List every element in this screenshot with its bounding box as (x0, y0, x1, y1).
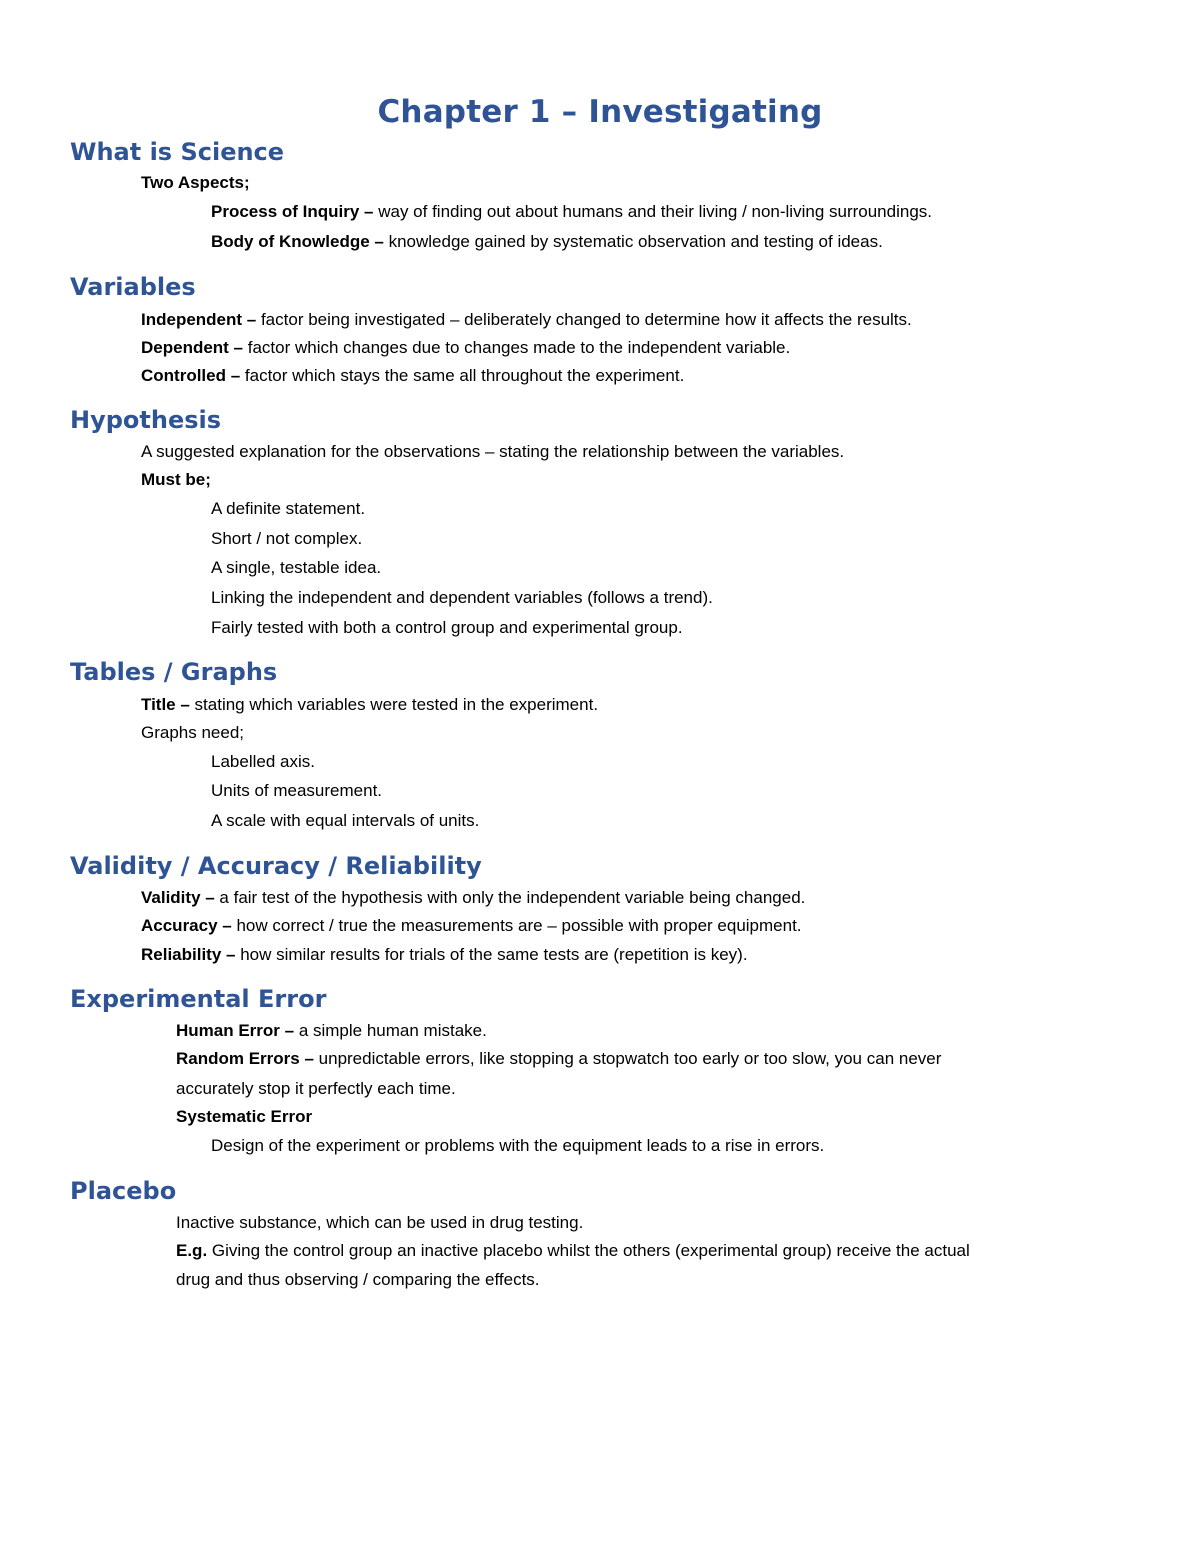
dependent-line (141, 336, 790, 360)
must-be-label: Must be; (141, 470, 211, 489)
placebo-example-continuation: drug and thus observing / comparing the effects. (176, 1270, 540, 1289)
placebo-example-term: E.g. (176, 1241, 208, 1260)
random-errors-line (176, 1047, 941, 1071)
reliability-line (141, 943, 748, 967)
process-of-inquiry-line (211, 200, 932, 224)
validity-term: Validity – (141, 888, 215, 907)
accuracy-term: Accuracy – (141, 916, 232, 935)
controlled-definition: factor which stays the same all throughout the experiment. (240, 366, 685, 385)
validity-definition: a fair test of the hypothesis with only the independent variable being changed. (214, 888, 806, 907)
accuracy-definition: how correct / true the measurements are – possible with proper equipment. (231, 916, 802, 935)
heading-validity-accuracy-reliability: Validity / Accuracy / Reliability (70, 852, 482, 880)
heading-tables-graphs: Tables / Graphs (70, 658, 278, 686)
random-errors-definition: unpredictable errors, like stopping a stopwatch too early or too slow, you can never (313, 1049, 942, 1068)
human-error-term: Human Error – (176, 1021, 295, 1040)
title-line (141, 693, 598, 717)
body-of-knowledge-line (211, 230, 883, 254)
validity-line (141, 886, 805, 910)
page-title: Chapter 1 – Investigating (377, 94, 823, 130)
hypothesis-item: A definite statement. (211, 499, 366, 518)
hypothesis-definition: A suggested explanation for the observations – stating the relationship between the variables. (141, 442, 845, 461)
heading-variables: Variables (70, 273, 196, 301)
process-of-inquiry-definition: way of finding out about humans and their living / non-living surroundings. (373, 202, 933, 221)
controlled-term: Controlled – (141, 366, 241, 385)
body-of-knowledge-term: Body of Knowledge – (211, 232, 384, 251)
title-definition: stating which variables were tested in the experiment. (189, 695, 599, 714)
heading-placebo: Placebo (70, 1177, 177, 1205)
independent-definition: factor being investigated – deliberately changed to determine how it affects the results. (256, 310, 912, 329)
placebo-definition: Inactive substance, which can be used in drug testing. (176, 1213, 584, 1232)
heading-what-is-science: What is Science (70, 138, 285, 166)
graphs-need-label: Graphs need; (141, 723, 245, 742)
graphs-item: Labelled axis. (211, 752, 315, 771)
hypothesis-item: Fairly tested with both a control group and experimental group. (211, 618, 683, 637)
dependent-definition: factor which changes due to changes made to the independent variable. (243, 338, 791, 357)
two-aspects-label: Two Aspects; (141, 173, 250, 192)
placebo-example-definition: Giving the control group an inactive placebo whilst the others (experimental group) receive the actual (207, 1241, 970, 1260)
dependent-term: Dependent – (141, 338, 244, 357)
hypothesis-item: Short / not complex. (211, 529, 363, 548)
accuracy-line (141, 914, 802, 938)
body-of-knowledge-definition: knowledge gained by systematic observation and testing of ideas. (383, 232, 883, 251)
reliability-term: Reliability – (141, 945, 236, 964)
graphs-item: A scale with equal intervals of units. (211, 811, 480, 830)
random-errors-term: Random Errors – (176, 1049, 314, 1068)
reliability-definition: how similar results for trials of the same tests are (repetition is key). (235, 945, 748, 964)
placebo-example-line (176, 1239, 970, 1263)
hypothesis-item: A single, testable idea. (211, 558, 382, 577)
process-of-inquiry-term: Process of Inquiry – (211, 202, 374, 221)
controlled-line (141, 364, 684, 388)
hypothesis-item: Linking the independent and dependent variables (follows a trend). (211, 588, 713, 607)
heading-hypothesis: Hypothesis (70, 406, 222, 434)
independent-term: Independent – (141, 310, 257, 329)
graphs-item: Units of measurement. (211, 781, 383, 800)
independent-line (141, 308, 912, 332)
systematic-error-definition: Design of the experiment or problems with the equipment leads to a rise in errors. (211, 1136, 825, 1155)
human-error-definition: a simple human mistake. (294, 1021, 487, 1040)
systematic-error-term: Systematic Error (176, 1107, 313, 1126)
heading-experimental-error: Experimental Error (70, 985, 327, 1013)
title-term: Title – (141, 695, 190, 714)
random-errors-continuation: accurately stop it perfectly each time. (176, 1079, 456, 1098)
human-error-line (176, 1019, 487, 1043)
